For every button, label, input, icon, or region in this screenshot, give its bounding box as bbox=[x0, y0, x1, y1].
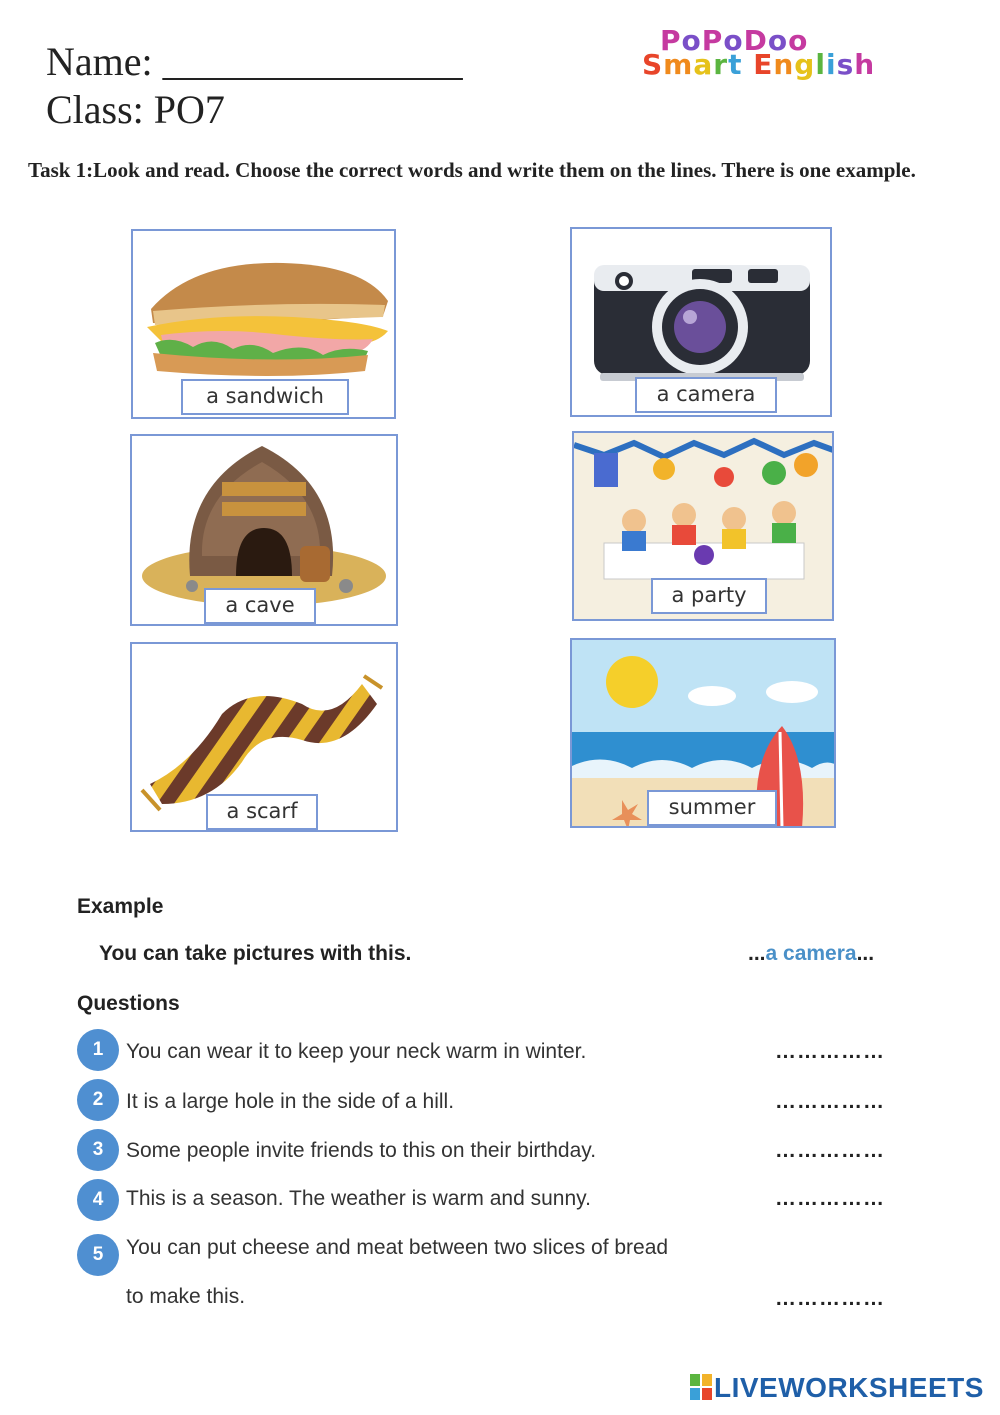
example-answer-prefix: ... bbox=[748, 942, 766, 965]
summer-card bbox=[570, 638, 836, 828]
question-number-5: 5 bbox=[77, 1234, 119, 1276]
example-heading: Example bbox=[77, 895, 164, 918]
question-text-3: Some people invite friends to this on their birthday. bbox=[126, 1139, 597, 1162]
liveworksheets-logo-icon bbox=[690, 1374, 712, 1400]
logo-line-2: Smart English bbox=[642, 48, 876, 81]
card-label-camera: a camera bbox=[635, 377, 777, 413]
card-label-cave: a cave bbox=[204, 588, 316, 624]
scarf-card bbox=[130, 642, 398, 832]
question-text-1: You can wear it to keep your neck warm in winter. bbox=[126, 1040, 587, 1063]
question-number-3: 3 bbox=[77, 1129, 119, 1171]
answer-blank-1[interactable]: …………… bbox=[775, 1040, 885, 1063]
camera-card bbox=[570, 227, 832, 417]
questions-heading: Questions bbox=[77, 992, 180, 1015]
question-text-2: It is a large hole in the side of a hill. bbox=[126, 1090, 455, 1113]
liveworksheets-text: LIVEWORKSHEETS bbox=[714, 1372, 984, 1403]
liveworksheets-brand[interactable] bbox=[690, 1372, 984, 1404]
question-number-4: 4 bbox=[77, 1179, 119, 1221]
question-text-5: You can put cheese and meat between two slices of bread bbox=[126, 1236, 669, 1259]
question-number-2: 2 bbox=[77, 1079, 119, 1121]
example-question: You can take pictures with this. bbox=[99, 942, 412, 965]
sandwich-card bbox=[131, 229, 396, 419]
card-label-summer: summer bbox=[647, 790, 777, 826]
answer-blank-3[interactable]: …………… bbox=[775, 1139, 885, 1162]
example-answer-suffix: ... bbox=[856, 942, 875, 965]
example-answer bbox=[748, 942, 874, 966]
party-card bbox=[572, 431, 834, 621]
logo-line-1: PoPoDoo bbox=[660, 24, 809, 57]
cave-card bbox=[130, 434, 398, 626]
name-field-label: Name: _______________ bbox=[46, 39, 463, 84]
question-text-5-continued: to make this. bbox=[126, 1285, 246, 1308]
class-label: Class: PO7 bbox=[46, 87, 225, 132]
answer-blank-4[interactable]: …………… bbox=[775, 1187, 885, 1210]
card-label-party: a party bbox=[651, 578, 767, 614]
card-label-sandwich: a sandwich bbox=[181, 379, 349, 415]
question-text-4: This is a season. The weather is warm and sunny. bbox=[126, 1187, 591, 1210]
answer-blank-5[interactable]: …………… bbox=[775, 1287, 885, 1310]
example-answer-value: a camera bbox=[765, 942, 857, 965]
question-number-1: 1 bbox=[77, 1029, 119, 1071]
answer-blank-2[interactable]: …………… bbox=[775, 1090, 885, 1113]
popodoo-logo bbox=[640, 24, 910, 82]
task-instruction: Task 1:Look and read. Choose the correct words and write them on the lines. There is one example. bbox=[28, 158, 916, 182]
card-label-scarf: a scarf bbox=[206, 794, 318, 830]
